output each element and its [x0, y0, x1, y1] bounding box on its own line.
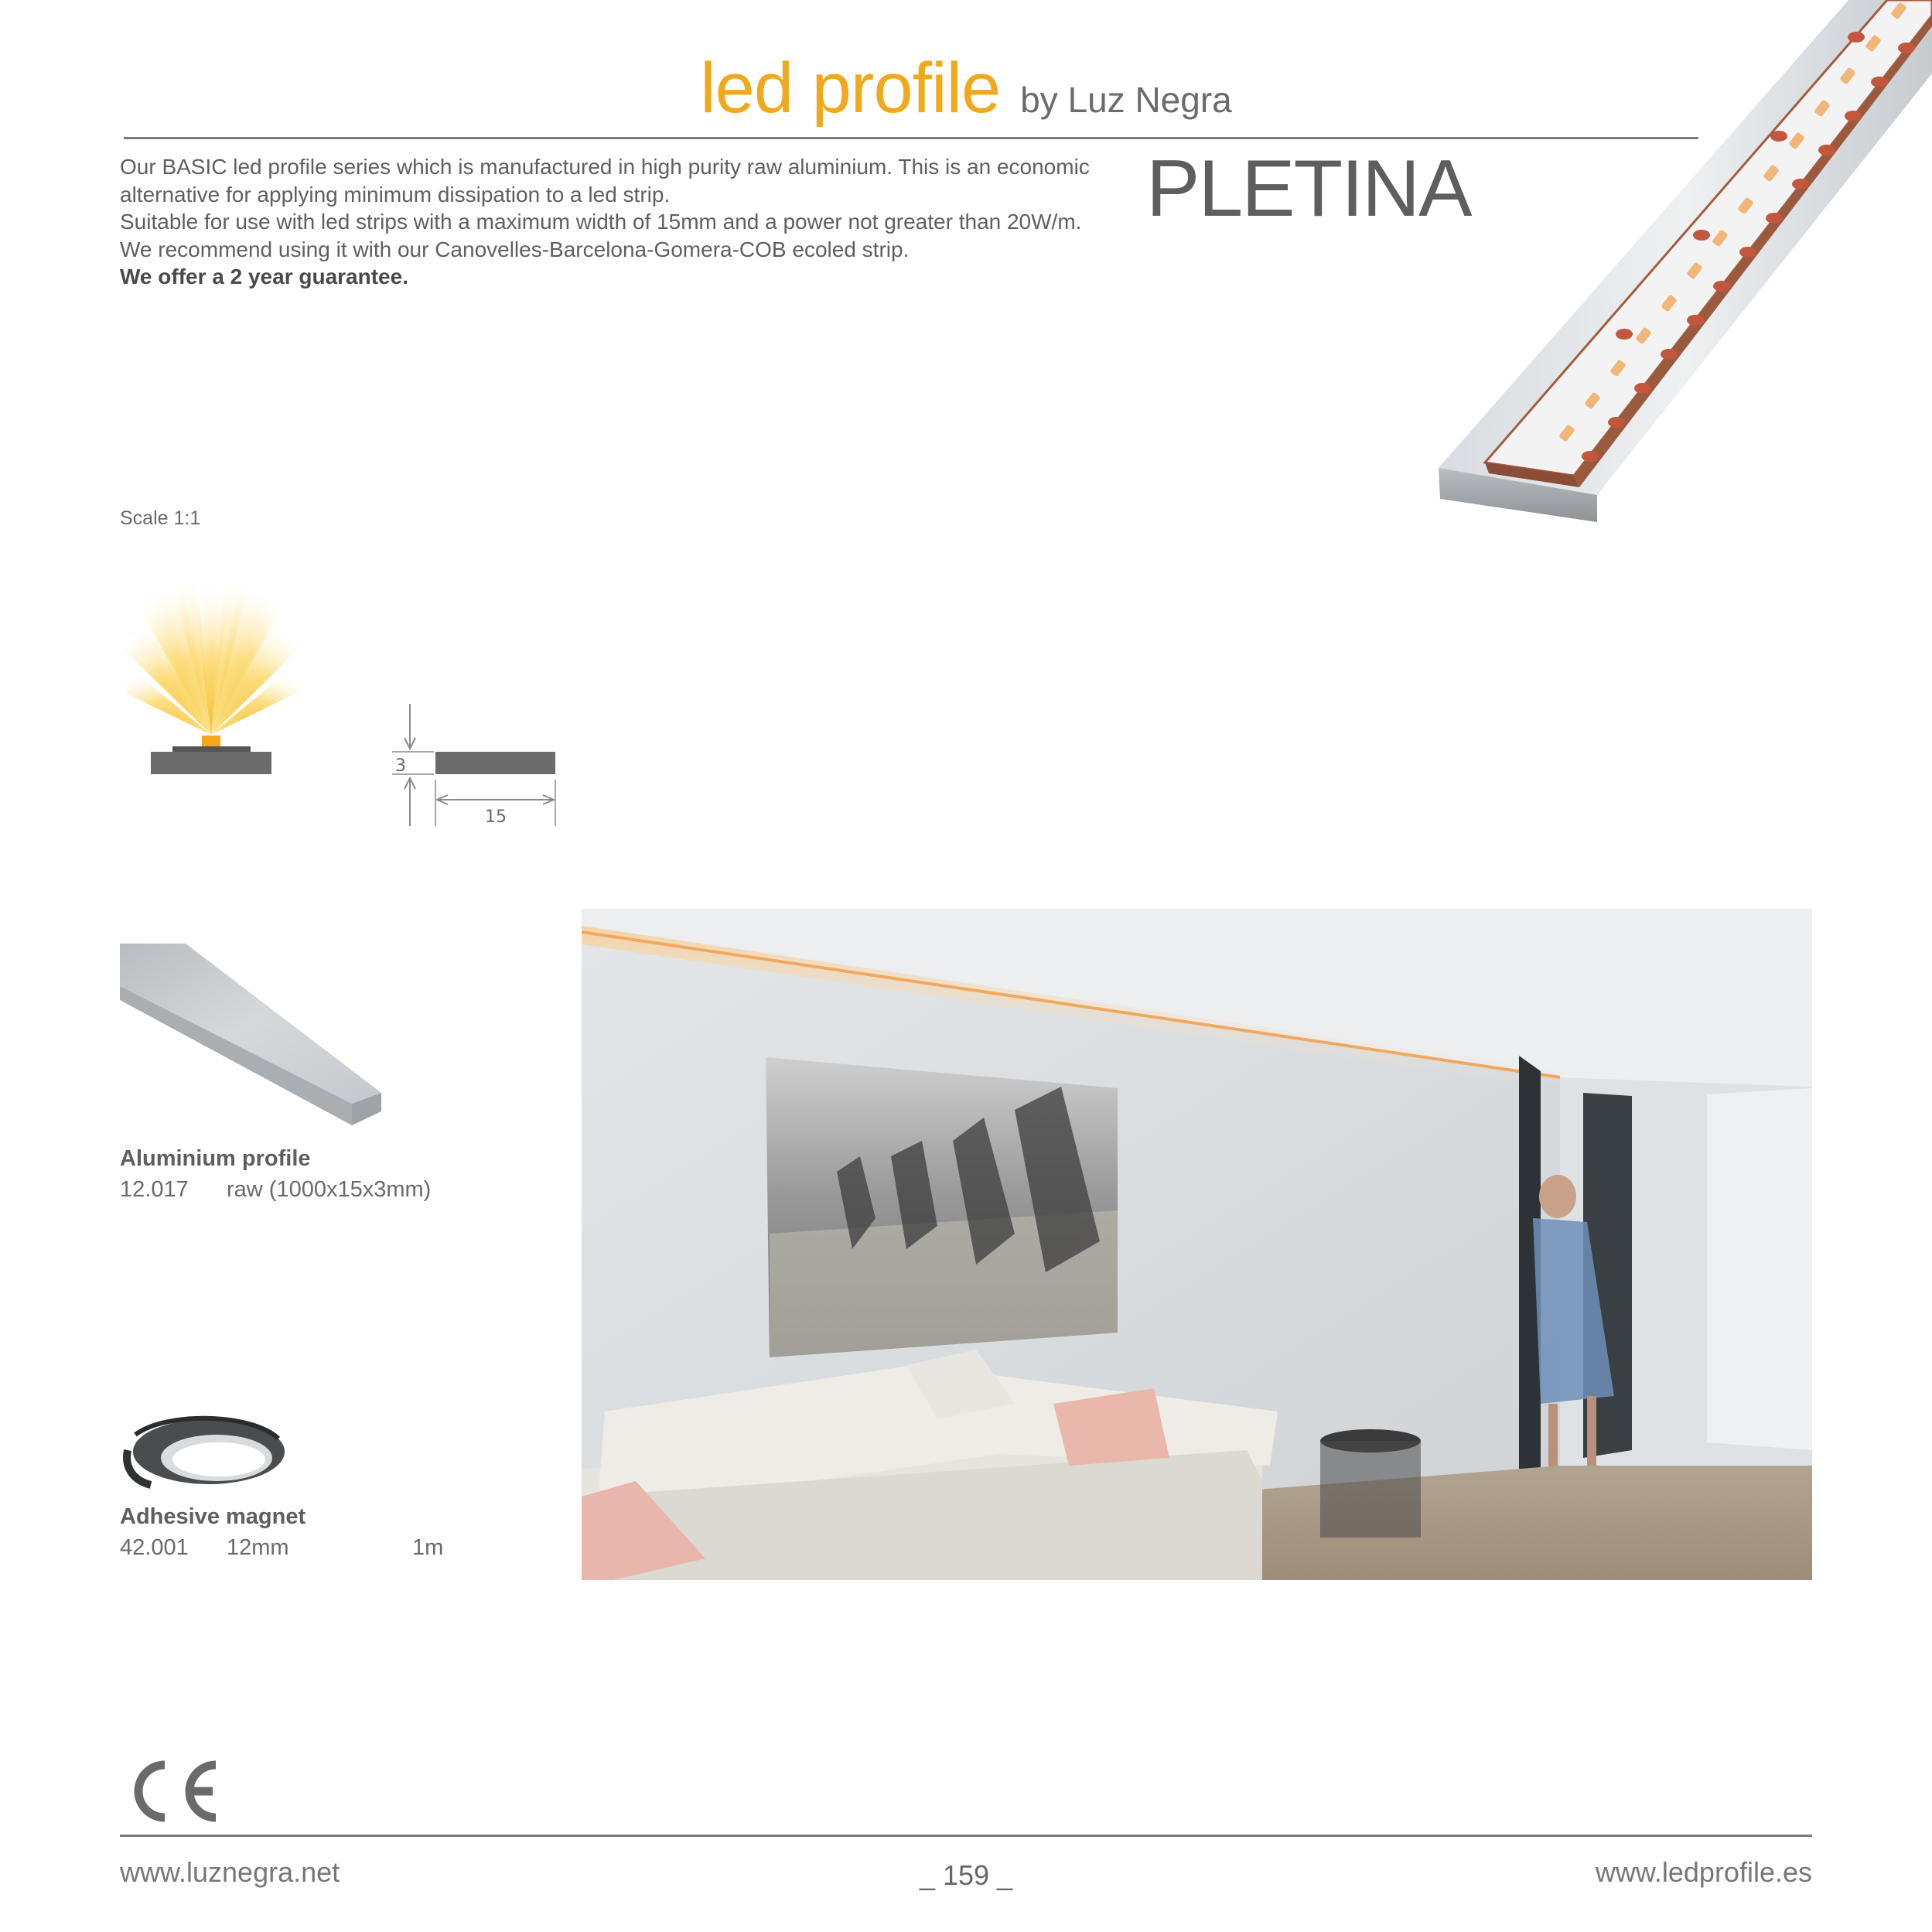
- description-paragraph-1: Our BASIC led profile series which is manufactured in high purity raw aluminium. This is an economic alternative for applying minimum dissipation to a led strip.: [120, 155, 1090, 207]
- footer-link-ledprofile[interactable]: www.ledprofile.es: [1595, 1856, 1812, 1888]
- item-spec: 12mm: [227, 1535, 289, 1560]
- description-paragraph-2: Suitable for use with led strips with a maximum width of 15mm and a power not greater than 20W/m.: [120, 210, 1082, 234]
- room-installation-photo: [582, 909, 1812, 1580]
- dimension-diagram: [383, 696, 568, 835]
- footer-link-luznegra[interactable]: www.luznegra.net: [120, 1856, 340, 1888]
- product-description: [120, 153, 1118, 291]
- footer-divider: [120, 1835, 1812, 1837]
- ce-mark-icon: [120, 1756, 220, 1825]
- item-row-adhesive-magnet: [120, 1535, 443, 1561]
- item-code: 12.017: [120, 1177, 189, 1202]
- item-spec: raw (1000x15x3mm): [227, 1177, 432, 1202]
- led-strip-product-image: [1392, 0, 1932, 534]
- item-row-aluminium-profile: [120, 1177, 431, 1203]
- page-number: _ 159 _: [919, 1859, 1013, 1891]
- product-name: PLETINA: [1146, 144, 1471, 234]
- item-length: 1m: [412, 1535, 444, 1560]
- header-subtitle: by Luz Negra: [1020, 80, 1232, 120]
- profile-cross-section: [435, 752, 555, 774]
- guarantee-text: We offer a 2 year guarantee.: [120, 265, 408, 288]
- scale-label: Scale 1:1: [120, 507, 201, 529]
- light-emission-diagram: [124, 576, 309, 777]
- description-paragraph-3: We recommend using it with our Canovelles-Barcelona-Gomera-COB ecoled strip.: [120, 237, 910, 261]
- adhesive-magnet-image: [120, 1404, 286, 1489]
- header-title: led profile: [700, 49, 1001, 128]
- item-title-aluminium-profile: Aluminium profile: [120, 1146, 311, 1171]
- width-dimension-label: 15: [485, 807, 507, 827]
- height-dimension-label: 3: [395, 756, 406, 776]
- item-title-adhesive-magnet: Adhesive magnet: [120, 1504, 306, 1529]
- item-code: 42.001: [120, 1535, 189, 1560]
- aluminium-profile-image: [120, 940, 383, 1133]
